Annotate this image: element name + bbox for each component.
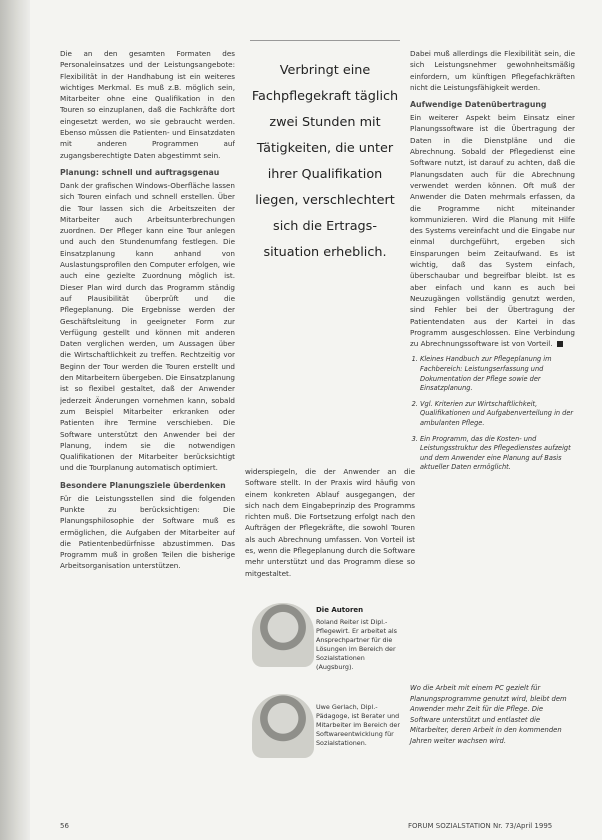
transfer-paragraph [410,112,575,349]
section-heading-transfer: Aufwendige Datenübertragung [410,100,547,110]
end-mark-icon [557,341,563,347]
author-photo-1 [252,603,314,667]
pullquote-rule [250,40,400,41]
footnote-item: 3. Ein Programm, das die Kosten- und Leistungsstruktur des Pflegedienstes aufzeigt und dem Anwender eine Planung auf Basis aktueller Daten ermöglicht. [420,435,575,473]
footnotes [410,355,575,473]
goals-paragraph: Für die Leistungsstellen sind die folgenden Punkte zu berücksichtigen: Die Planungsphilosophie der Software muß es ermöglichen, die Aufgaben der Mitarbeiter auf die Patientenbedürfnisse abzustimmen. Das Programm muß in großen Teilen die bisherige Arbeitsorganisation unterstützen. [60,493,235,571]
pullquote: Verbringt eine Fachpflegekraft täglich zwei Stunden mit Tätigkeiten, die unter ihrer Qualifikation liegen, verschlechtert sich die Ertrags-situation erheblich. [251,63,399,260]
closing-paragraph: Wo die Arbeit mit einem PC gezielt für Planungsprogramme genutzt wird, bleibt dem Anwender mehr Zeit für die Pflege. Die Software unterstützt und entlastet die Mitarbeiter, deren Arbeit in den kommenden Jahren weiter wachsen wird. [410,684,567,745]
section-heading-goals: Besondere Planungsziele überdenken [60,480,226,490]
authors-title: Die Autoren [316,606,364,614]
intro-paragraph: Die an den gesamten Formaten des Personaleinsatzes und der Leistungsangebote: Flexibilität in der Handhabung ist ein weiteres wichtiges Merkmal. Es muß z.B. möglich sein, Mitarbeiter ohne eine Qualifikation in den Touren so einzuplanen, daß die Fachkräfte dort eingesetzt werden, wo sie gebraucht werden. Ebenso müssen die Patienten- und Einsatzdaten mit anderen Programmen auf zugangsberechtigte Daten abgestimmt sein. [60,49,235,160]
middle-column [245,466,415,586]
left-column [60,48,235,818]
author-photo-2 [252,694,314,758]
section-heading-planning: Planung: schnell und auftragsgenau [60,167,220,177]
footnote-item: 1. Kleines Handbuch zur Pflegeplanung im Fachbereich: Leistungserfassung und Dokumentation der Pflege sowie der Einsatzplanung. [420,355,575,393]
author-1-bio: Roland Reiter ist Dipl.-Pflegewirt. Er arbeitet als Ansprechpartner für die Lösungen im Bereich der Sozialstationen (Augsburg). [316,618,397,671]
planning-paragraph: Dank der grafischen Windows-Oberfläche lassen sich Touren einfach und schnell erstellen. Über die Tour lassen sich die Arbeitszeiten der Mitarbeiter auch Arbeitsunterbrechungen zuordnen. Der Pfleger kann eine Tour anlegen und auch den Stundenumfang festlegen. Die Einsatzplanung kann anhand von Auslastungsprofilen den Computer erfolgen, wie auch eine gezielte Zuordnung möglich ist. Dieser Plan wird durch das Programm ständig auf Plausibilität überprüft und die Pflegeplanung. Die Ergebnisse werden der Geschäftsleitung in geeigneter Form zur Verfügung gestellt und können mit anderen Daten verglichen werden, um Aussagen über die Wirtschaftlichkeit zu treffen. Rechtzeitig vor Beginn der Tour werden die Touren erstellt und den Mitarbeitern übergeben. Die Einsatzplanung ist so flexibel gestaltet, daß der Anwender jederzeit Änderungen vornehmen kann, sobald zum Beispiel Mitarbeiter erkranken oder Patienten ihre Termine verschieben. Die Software unterstützt den Anwender bei der Planung, indem sie die notwendigen Qualifikationen der Mitarbeiter berücksichtigt und die Tourplanung automatisch optimiert. [60,180,235,473]
magazine-footer: FORUM SOZIALSTATION Nr. 73/April 1995 [408,822,553,830]
right-top-paragraph: Dabei muß allerdings die Flexibilität sein, die sich Leistungsnehmer gewohnheitsmäßig einfordern, um künftigen Pflegefachkräften nicht die Leistungsfähigkeit werden. [410,49,575,92]
author-2-bio: Uwe Gerlach, Dipl.-Pädagoge, ist Berater und Mitarbeiter im Bereich der Softwareentwicklung für Sozialstationen. [316,703,400,747]
transfer-text: Ein weiterer Aspekt beim Einsatz einer Planungssoftware ist die Übertragung der Daten in die Dienstpläne und die Abrechnung. Sobald der Pflegedienst eine Software nutzt, ist darauf zu achten, daß die Planungsdaten auch für die Abrechnung verwendet werden können. Oft muß der Anwender die Daten mehrmals erfassen, da die Programme nicht miteinander kommunizieren. Wird die Planung mit Hilfe des Systems vereinfacht und die Eingabe nur einmal durchgeführt, ergeben sich Einsparungen beim Zeitaufwand. Es ist wichtig, daß das System einfach, überschaubar und begreifbar bleibt. Ist es aber einfach und kann es auch bei Neuzugängen vollständig genutzt werden, sind Fehler bei der Übertragung der Patientendaten aus der Kartei in das Programm ausgeschlossen. Eine Verbindung zu Abrechnungssoftware ist von Vorteil. [410,113,575,349]
page-spine-shadow [0,0,30,840]
middle-paragraph: widerspiegeln, die der Anwender an die Software stellt. In der Praxis wird häufig von einem konkreten Ablauf ausgegangen, der sich nach dem Eingabeprinzip des Programms richten muß. Die Fortsetzung erfolgt nach den Aufträgen der Pflegekräfte, die sowohl Touren als auch Abrechnung umfassen. Von Vorteil ist es, wenn die Pflegeplanung durch die Software mehr unterstützt und das Programm diese so mitgestaltet. [245,467,415,578]
footnote-item: 2. Vgl. Kriterien zur Wirtschaftlichkeit, Qualifikationen und Aufgabenverteilung in der ambulanten Pflege. [420,400,575,429]
page-number: 56 [60,822,69,830]
right-column [410,48,575,748]
